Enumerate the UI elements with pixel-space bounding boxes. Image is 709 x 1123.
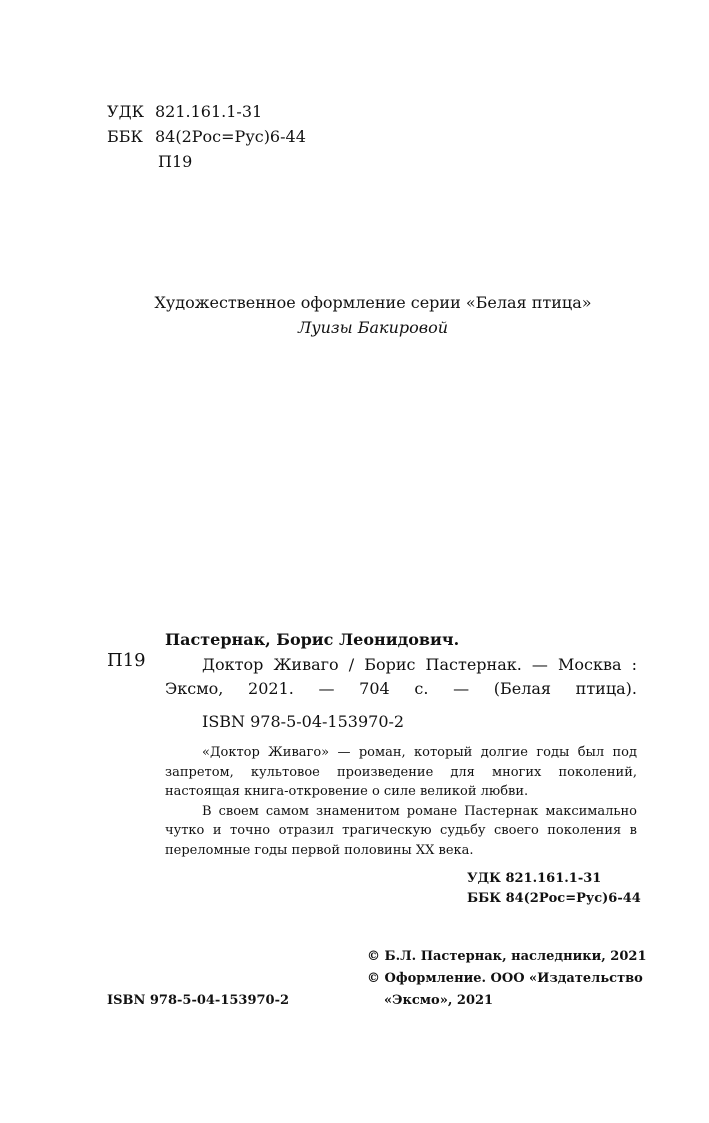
author-heading: Пастернак, Борис Леонидович. xyxy=(165,630,460,649)
annotation-paragraph: «Доктор Живаго» — роман, который долгие годы был под запретом, культовое произведение для многих поколений, настоящая книга-откровение о силе великой любви. xyxy=(165,745,637,799)
udk-value: 821.161.1-31 xyxy=(155,102,263,121)
bibliographic-description: Доктор Живаго / Борис Пастернак. — Москва : Эксмо, 2021. — 704 с. — (Белая птица). xyxy=(165,655,637,698)
copyright-author: © Б.Л. Пастернак, наследники, 2021 xyxy=(367,949,647,964)
copyright-design: © Оформление. ООО «Издательство xyxy=(367,971,643,986)
author-sign-top: П19 xyxy=(158,152,193,171)
bbk-label: ББК xyxy=(107,127,143,146)
bbk-bottom: ББК 84(2Рос=Рус)6-44 xyxy=(467,891,641,906)
isbn-catalog: ISBN 978-5-04-153970-2 xyxy=(202,712,405,731)
author-sign: П19 xyxy=(107,650,146,671)
series-artist: Луизы Бакировой xyxy=(297,318,449,337)
bbk-value: 84(2Рос=Рус)6-44 xyxy=(155,127,306,146)
annotation xyxy=(165,743,637,860)
isbn-bottom: ISBN 978-5-04-153970-2 xyxy=(107,993,290,1008)
copyright-design-cont: «Эксмо», 2021 xyxy=(384,993,494,1008)
series-credit: Художественное оформление серии «Белая птица» xyxy=(154,293,592,312)
udk-label: УДК xyxy=(107,102,144,121)
udk-bottom: УДК 821.161.1-31 xyxy=(467,871,602,886)
annotation-paragraph: В своем самом знаменитом романе Пастернак максимально чутко и точно отразил трагическую судьбу своего поколения в переломные годы первой половины XX века. xyxy=(165,803,637,858)
